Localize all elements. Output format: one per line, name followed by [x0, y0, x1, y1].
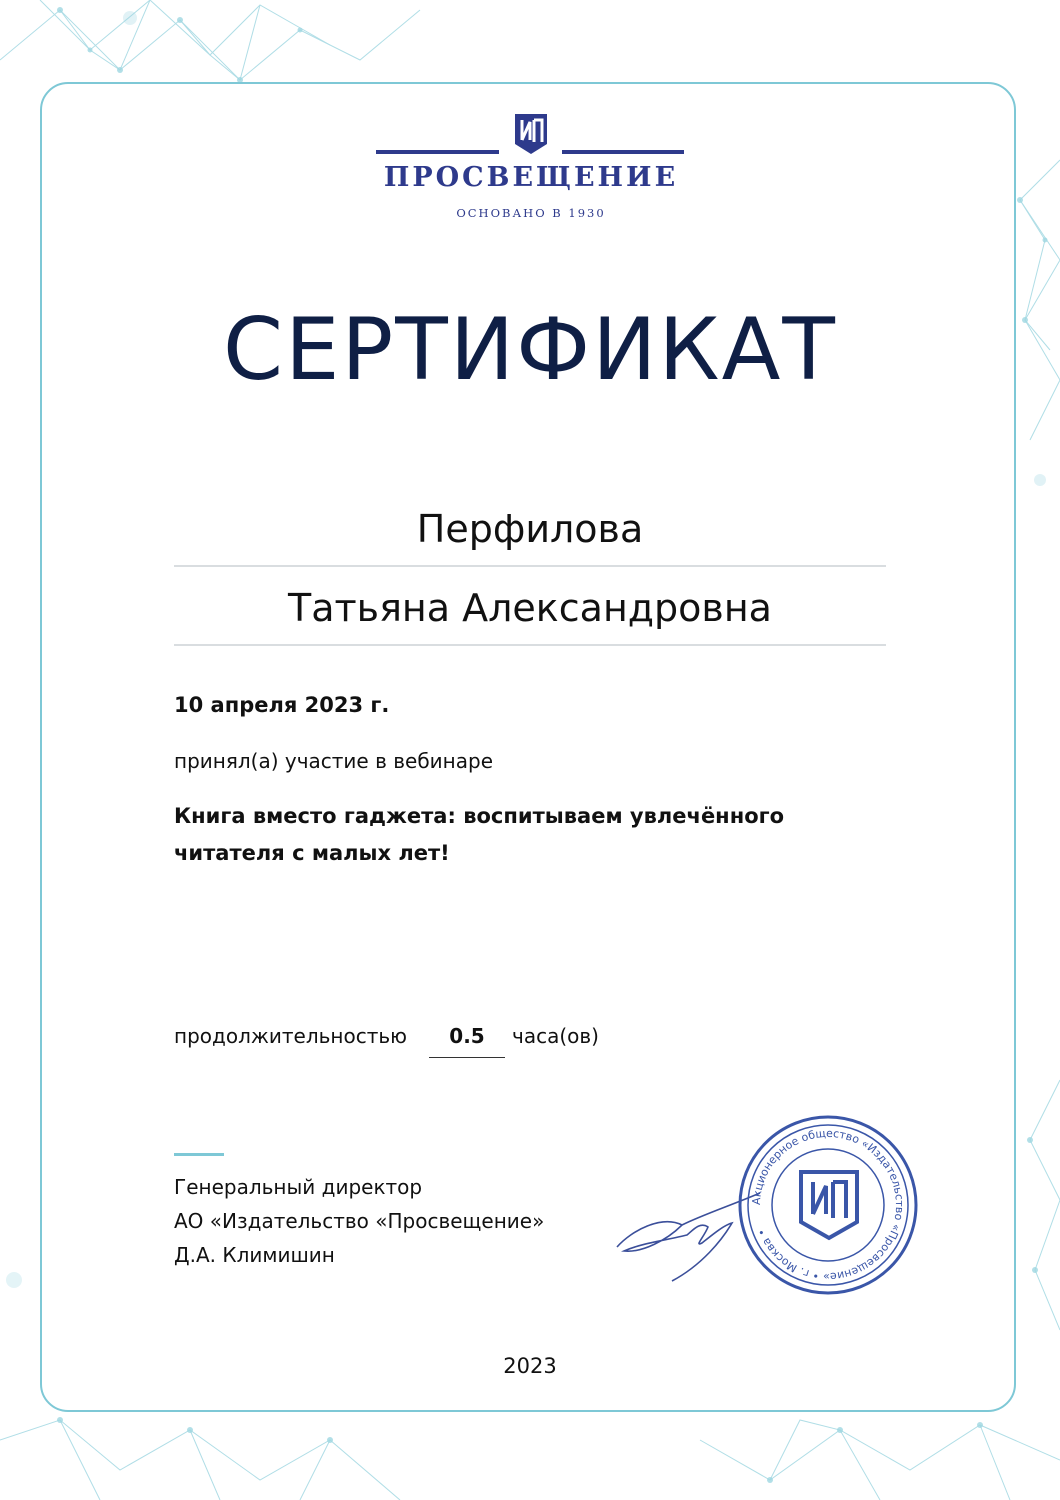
- logo-line-left: [376, 150, 499, 154]
- signatory-position: Генеральный директор: [174, 1175, 423, 1199]
- duration-underline: [429, 1057, 505, 1058]
- name-underline-1: [174, 565, 886, 567]
- recipient-given-names: Татьяна Александровна: [288, 586, 772, 630]
- logo-line-right: [562, 150, 684, 154]
- event-date: 10 апреля 2023 г.: [174, 693, 390, 717]
- accent-line: [174, 1153, 224, 1156]
- company-seal: [733, 1110, 923, 1300]
- duration-value: 0.5: [449, 1024, 485, 1048]
- certificate-year: 2023: [503, 1354, 557, 1378]
- recipient-surname: Перфилова: [416, 507, 644, 551]
- participation-text: принял(а) участие в вебинаре: [174, 749, 493, 773]
- duration-label: продолжительностью: [174, 1024, 407, 1048]
- publisher-emblem-icon: [513, 110, 549, 156]
- certificate-title: СЕРТИФИКАТ: [223, 300, 837, 400]
- name-underline-2: [174, 644, 886, 646]
- publisher-logo: [376, 108, 686, 226]
- signatory-organization: АО «Издательство «Просвещение»: [174, 1209, 545, 1233]
- signatory-name: Д.А. Климишин: [174, 1243, 335, 1267]
- webinar-title: Книга вместо гаджета: воспитываем увлечённого читателя с малых лет!: [174, 804, 785, 865]
- duration-unit: часа(ов): [512, 1024, 599, 1048]
- seal-text: Акционерное общество «Издательство «Просвещение» • г. Москва •: [749, 1126, 907, 1284]
- logo-name: ПРОСВЕЩЕНИЕ: [383, 162, 679, 193]
- logo-founded: ОСНОВАНО В 1930: [456, 206, 606, 220]
